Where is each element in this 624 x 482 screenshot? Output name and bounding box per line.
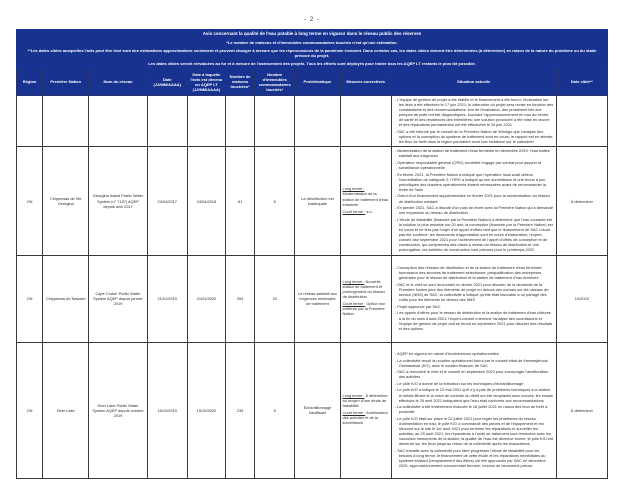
- corrective-long-label: Long terme :: [342, 186, 365, 192]
- cell-homes: 235: [226, 342, 255, 478]
- cell-buildings: 20: [255, 255, 295, 342]
- cell-first-nation: Chippewas de l'île Georgina: [43, 147, 89, 255]
- cell-situation: [391, 147, 556, 255]
- cell-situation: [391, 342, 556, 478]
- banner-note-1: *Le nombre de maisons et d'immeubles communautaires touchés n'est qu'une estimation.: [17, 38, 608, 46]
- cell-problem: Le réseau satisfait aux exigences minimales de traitement: [295, 255, 340, 342]
- cell-target-date: 10/2023: [556, 255, 607, 342]
- cell-date: 24/04/2017: [147, 147, 187, 255]
- corrective-short-text: Option non préférée par la Première Nation: [342, 301, 386, 317]
- table-row: [17, 95, 608, 147]
- situation-item: - Le pôle K/O a donné de la formation sur les techniques d'échantillonnage: [394, 381, 554, 386]
- cell-date: 15/10/2019: [147, 342, 187, 478]
- col-header-corrective: Mesures correctives: [340, 68, 391, 95]
- cell-problem: [295, 95, 340, 147]
- situation-item: - SAC a rencontré le chef et le conseil en septembre 2020 pour encourager l'amélioration des activités: [394, 369, 554, 379]
- situation-item: - Le pôle K/O a indiqué le 12 mai 2021 qu'il n'y a pas de problèmes techniques à la station; le média filtrant et la valve de contrôle du débit ont été remplacés avec succès; les essais effectués le 29 avril 2021 indiquaient que l'eau était conforme aux recommandations: [394, 387, 554, 402]
- cell-network: Georgina Island Public Water System (n° 7157) AQEP depuis avril 2017: [89, 147, 147, 255]
- col-header-buildings: Nombre d'immeubles communautaires touchés*: [255, 68, 295, 95]
- cell-date-lt: [187, 95, 225, 147]
- table-row: [17, 255, 608, 342]
- situation-item: - Opérateur responsable général (ORG) accrédité engagé par contrat pour assurer la surveillance opérationnelle: [394, 160, 554, 170]
- situation-item: - Le pôle K/O était sur place le 22 juillet 2021 pour régler les problèmes du réseau d'alimentation en eau; le pôle K/O a commandé des pièces et de l'équipement et est retourné sur le site le 1er août 2021 pour terminer les réparations et surveiller les activités; au 25 août 2021, les réparations à l'unité de traitement sont terminées avec les nouveaux instruments de la station; la qualité de l'eau est devenue bonne; le pôle K/O est demeuré sur les lieux jusqu'au retour de la collectivité après les évacuations: [394, 416, 554, 446]
- situation-item: - SAC a été informé par le conseil de la Première Nation de Windigo que l'analyse des options et la conception du système de traitement sont en cours; le rapport est en attente; les feux de forêt dans la région pourraient avoir une incidence sur le calendrier: [394, 129, 554, 144]
- cell-homes: [226, 95, 255, 147]
- cell-problem: La désinfection est inadéquate: [295, 147, 340, 255]
- cell-date-lt: 24/04/2018: [187, 147, 225, 255]
- cell-region: ON: [17, 147, 43, 255]
- cell-network: Deer Lake Public Water System AQEP depuis octobre 2019: [89, 342, 147, 478]
- situation-item: - Octroi d'un financement supplémentaire en février 2021 pour la modernisation du réseau de distribution existant: [394, 193, 554, 203]
- table-row: [17, 342, 608, 478]
- cell-buildings: [255, 95, 295, 147]
- situation-item: - AQEP en vigueur en raison d'incohérences opérationnelles: [394, 351, 554, 356]
- corrective-long-text: Modernisation de la station de traitement d'eau existante: [342, 191, 389, 207]
- corrective-long-label: Long terme :: [342, 279, 365, 284]
- banner-title: Avis concernant la qualité de l'eau potable à long terme en vigueur dans le réseau public des réserves: [17, 30, 608, 39]
- col-header-target: Date cible**: [556, 68, 607, 95]
- cell-target-date: À déterminer: [556, 147, 607, 255]
- cell-corrective: [340, 95, 391, 147]
- cell-corrective: [340, 255, 391, 342]
- situation-item: - Conception des réseaux de distribution et de la station de traitement d'eau terminée; fournisseur des services de traitement sélectionné; préqualification des entreprises générales pour le réseau de distribution et la station de traitement d'eau terminée: [394, 265, 554, 280]
- cell-situation: [391, 95, 556, 147]
- cell-date-lt: 15/10/2020: [187, 342, 225, 478]
- col-header-situation: Situation actuelle: [391, 68, 556, 95]
- cell-homes: 81: [226, 147, 255, 255]
- banner-note-3: Les dates cibles seront réévaluées au fur et à mesure de l'avancement des projets. Tous les efforts sont déployés pour traiter tous les AQEP LT restants le plus tôt possible.: [17, 60, 608, 68]
- situation-item: - En janvier 2021, SAC a discuté d'un plan de levée avec la Première Nation qui a demandé une expansion du réseau de distribution: [394, 205, 554, 215]
- corrective-short-label: Court terme :: [342, 208, 366, 214]
- col-header-region: Région: [17, 68, 43, 95]
- situation-item: - SAC et le chef se sont rencontrés en février 2021 pour discuter de la demande de la Première Nation pour des éléments de projet en dehors des normes sur les niveaux de service (NNS) de SAC; la collectivité a indiqué qu'elle était favorable à un partage des coûts pour les éléments en dehors des NNS: [394, 282, 554, 302]
- col-header-date: Date (JJ/MM/AAAA): [147, 68, 187, 95]
- page-number: - 2 -: [304, 17, 320, 23]
- cell-target-date: [556, 95, 607, 147]
- cell-date: 21/01/2019: [147, 255, 187, 342]
- cell-region: ON: [17, 342, 43, 478]
- situation-item: - La collectivité reçoit du soutien opérationnel fourni par le conseil tribal de Keewaytinook Okimakanak (KO), avec le soutien financier de SAC: [394, 358, 554, 368]
- cell-situation: [391, 255, 556, 342]
- col-header-date-lt: Date à laquelle l'avis est devenu un AQEP LT (JJ/MM/AAAA): [187, 68, 225, 95]
- situation-item: - SAC travaille avec la collectivité pour faire progresser l'étude de faisabilité pour les besoins à long terme; le financement de cette étude et les réparations immédiates au système existant (remplacement des filtres) ont été approuvés par SAC en décembre 2020; approvisionnement concurrentiel terminé; réunion de lancement prévue: [394, 448, 554, 468]
- corrective-short-text: Amélioration des activités et de la surveillance: [342, 410, 388, 426]
- corrective-long-label: Long terme :: [342, 393, 365, 399]
- cell-corrective: [340, 147, 391, 255]
- situation-item: - La collectivité a été entièrement évacuée le 16 juillet 2021 en raison des feux de forêt à proximité: [394, 404, 554, 414]
- corrective-short-text: s.o.: [365, 208, 373, 214]
- cell-problem: Échantillonnage insuffisant: [295, 342, 340, 478]
- situation-item: - Projet approuvé par SAC: [394, 304, 554, 309]
- col-header-homes: Nombre de maisons touchées*: [226, 68, 255, 95]
- col-header-problem: Problématique: [295, 68, 340, 95]
- cell-region: ON: [17, 255, 43, 342]
- corrective-long-text: Nouvelle station de traitement et prolongement du réseau de distribution: [342, 279, 385, 300]
- cell-network: Cape Croker Public Water System AQEP depuis janvier 2019: [89, 255, 147, 342]
- cell-first-nation: [43, 95, 89, 147]
- cell-first-nation: Chippewas de Nawash: [43, 255, 89, 342]
- situation-item: - L'équipe de gestion de projet a été établie et le financement a été fourni; l'évaluation sur les lieux a été effectuée le 17 juin 2021; le calendrier du projet sera révisé en fonction des constatations et des recommandations; lors de l'évaluation, des problèmes liés aux pompes de puits ont été diagnostiqués, touchant l'approvisionnement en eau du centre de santé et des résidences des infirmières; une solution provisoire a été mise en œuvre et des réparations permanentes ont été effectuées le 24 juin 2021: [394, 97, 554, 127]
- cell-region: [17, 95, 43, 147]
- situation-item: - Les appels d'offres pour le réseau de distribution et la station de traitement d'eau clôturés à la fin du mois d'août 2021; l'expert-conseil a terminé l'analyse des soumissions et l'équipe de gestion de projet doit se réunir en septembre 2021 pour discuter des résultats et des options: [394, 310, 554, 330]
- cell-first-nation: Deer Lake: [43, 342, 89, 478]
- cell-buildings: 5: [255, 342, 295, 478]
- table-row: [17, 147, 608, 255]
- advisories-table: [16, 29, 608, 479]
- cell-network: [89, 95, 147, 147]
- cell-corrective: [340, 342, 391, 478]
- corrective-long-text: À déterminer au moyen d'une étude de faisabilité: [342, 393, 388, 409]
- col-header-first-nation: Première Nation: [43, 68, 89, 95]
- col-header-network: Nom du réseau: [89, 68, 147, 95]
- cell-target-date: À déterminer: [556, 342, 607, 478]
- situation-item: - En février 2021, la Première Nation a indiqué que l'opérateur local avait obtenu l'accréditation de catégorie 2; l'ORG a indiqué qu'une surveillance et une tenue à jour périodiques des dossiers opérationnels étaient nécessaires avant de recommander la levée de l'avis: [394, 172, 554, 192]
- cell-buildings: 5: [255, 147, 295, 255]
- corrective-short-label: Court terme :: [342, 301, 366, 307]
- banner-note-2: **Les dates cibles auxquelles l'avis peut être levé sont des estimations approximatives seulement et peuvent changer à mesure que les répercussions de la pandémie évoluent. Dans certains cas, les dates cibles doivent être déterminées (à déterminer) en raison de la nature du problème ou du stade précoce du projet.: [17, 47, 608, 60]
- cell-homes: 294: [226, 255, 255, 342]
- situation-item: - L'étude de faisabilité (financée par la Première Nation) a déterminé que l'eau courante est la solution la plus rentable sur 20 ans; la conception (financée par la Première Nation) est en cours et ne fera pas l'objet d'un appel d'offres tant que le financement de SAC n'aura pas été confirmé; les documents d'approbation sont en cours d'élaboration; l'expert-conseil vise septembre 2021 pour l'achèvement de l'appel d'offres de conception et de construction, qui comprendra des mises à niveau du réseau de distribution et une prolongation; les activités de construction sont prévues pour le printemps 2022: [394, 217, 554, 253]
- corrective-short-label: Court terme :: [342, 410, 366, 416]
- cell-date: [147, 95, 187, 147]
- cell-date-lt: 21/01/2020: [187, 255, 225, 342]
- situation-item: - Modernisation de la station de traitement d'eau terminée en décembre 2019; l'eau traitée satisfait aux exigences: [394, 148, 554, 158]
